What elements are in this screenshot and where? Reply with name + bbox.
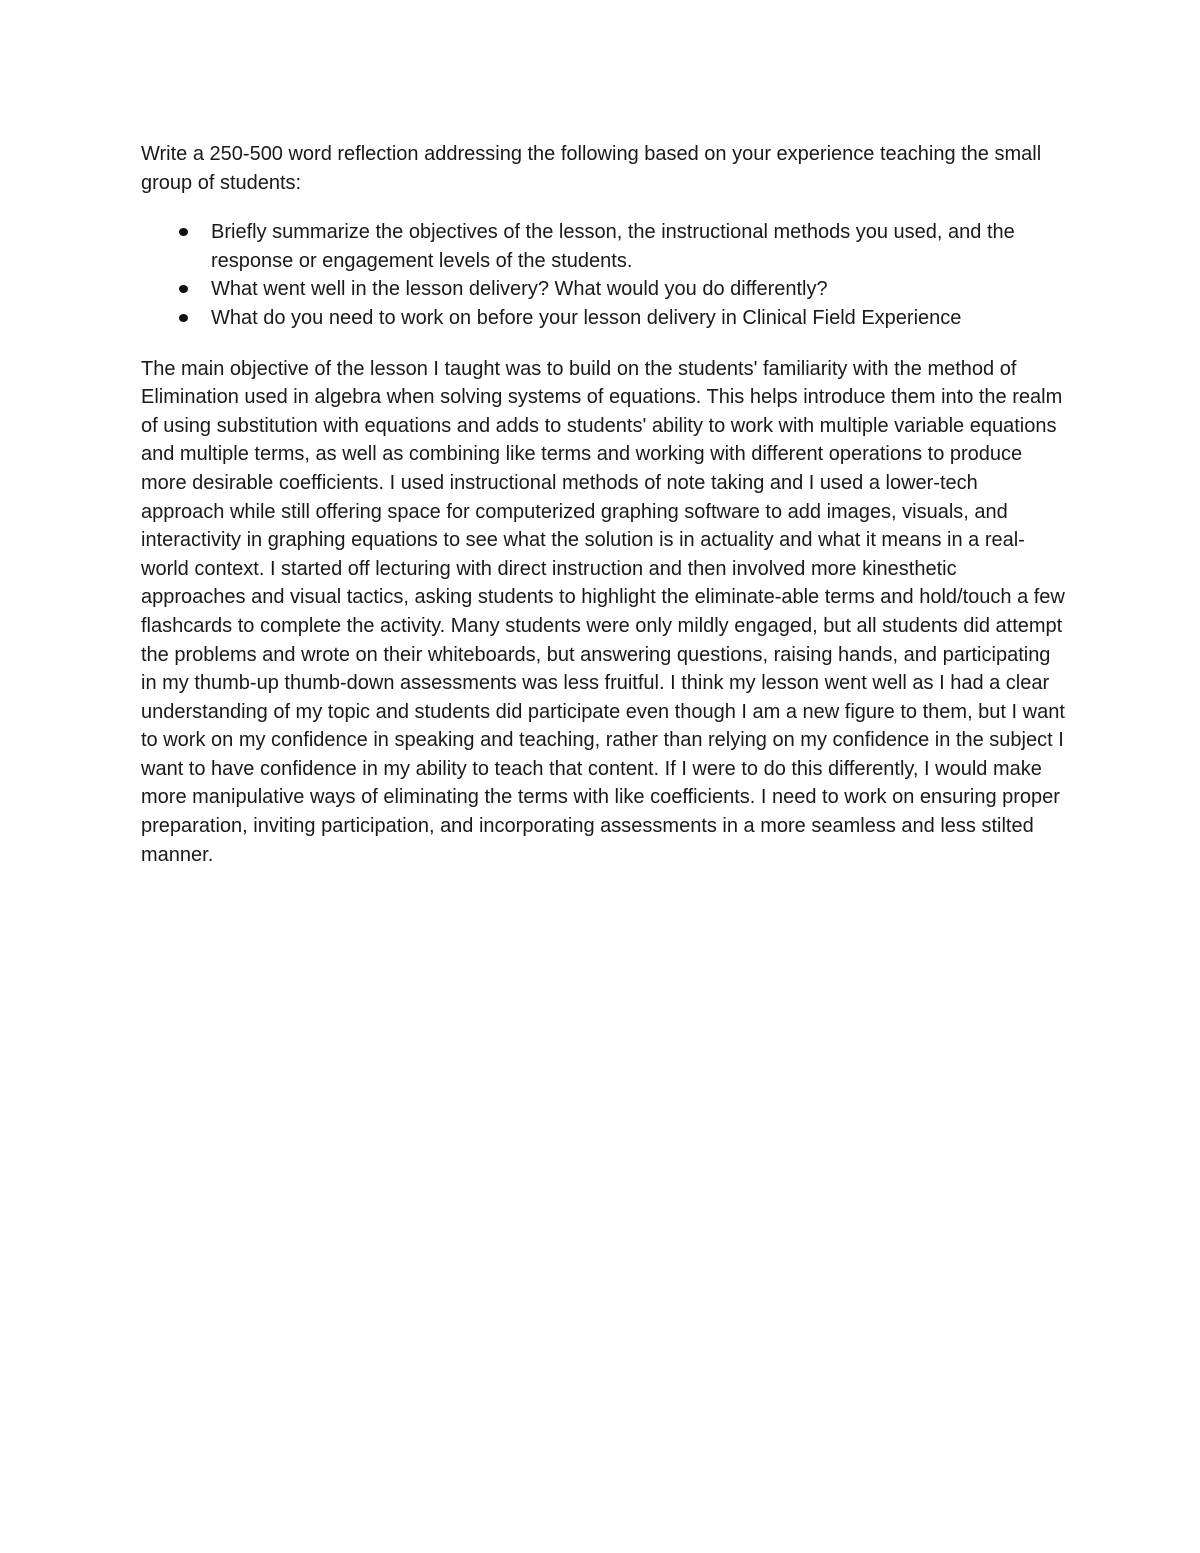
bullet-text: Briefly summarize the objectives of the lesson, the instructional methods you used, and the response or engagement levels of the students. — [211, 221, 1015, 272]
document-body — [141, 140, 1071, 869]
bullet-dot-icon — [179, 285, 188, 293]
bullet-dot-icon — [179, 228, 188, 236]
bullet-dot-icon — [179, 314, 188, 322]
reflection-paragraph: The main objective of the lesson I taught was to build on the students' familiarity with the method of Elimination used in algebra when solving systems of equations. This helps introduce them into the realm of using substitution with equations and adds to students' ability to work with multiple variable equations and multiple terms, as well as combining like terms and working with different operations to produce more desirable coefficients. I used instructional methods of note taking and I used a lower-tech approach while still offering space for computerized graphing software to add images, visuals, and interactivity in graphing equations to see what the solution is in actuality and what it means in a real-world context. I started off lecturing with direct instruction and then involved more kinesthetic approaches and visual tactics, asking students to highlight the eliminate-able terms and hold/touch a few flashcards to complete the activity. Many students were only mildly engaged, but all students did attempt the problems and wrote on their whiteboards, but answering questions, raising hands, and participating in my thumb-up thumb-down assessments was less fruitful. I think my lesson went well as I had a clear understanding of my topic and students did participate even though I am a new figure to them, but I want to work on my confidence in speaking and teaching, rather than relying on my confidence in the subject I want to have confidence in my ability to teach that content. If I were to do this differently, I would make more manipulative ways of eliminating the terms with like coefficients. I need to work on ensuring proper preparation, inviting participation, and incorporating assessments in a more seamless and less stilted manner. — [141, 357, 1065, 866]
bullet-item — [141, 275, 1061, 304]
assignment-prompt: Write a 250-500 word reflection addressing the following based on your experience teaching the small group of students: — [141, 143, 1042, 194]
prompt-bullet-list — [141, 218, 1071, 332]
bullet-item — [141, 304, 1061, 333]
bullet-text: What went well in the lesson delivery? What would you do differently? — [211, 278, 828, 301]
bullet-item — [141, 218, 1061, 275]
bullet-text: What do you need to work on before your lesson delivery in Clinical Field Experience — [211, 306, 962, 329]
